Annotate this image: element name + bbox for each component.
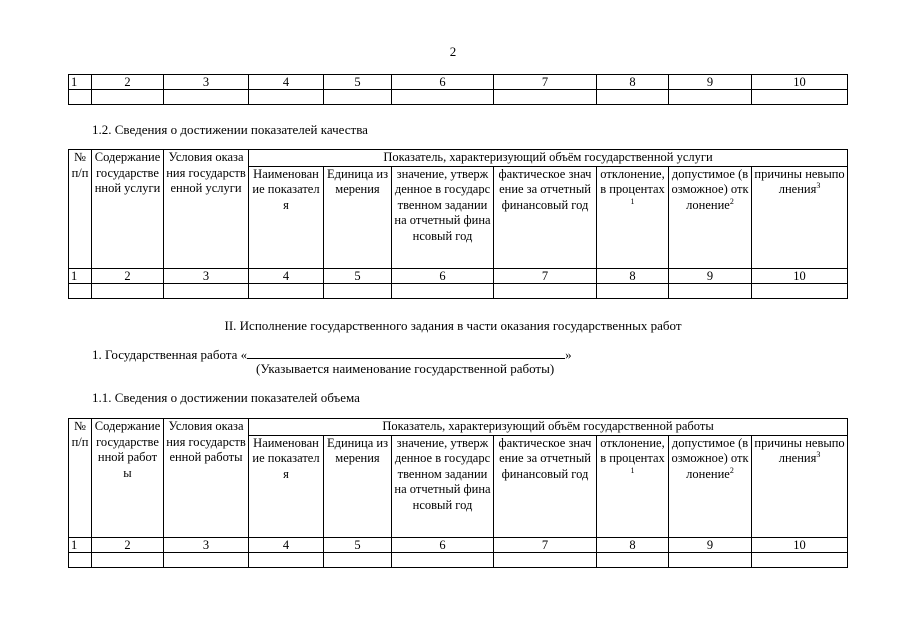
col-number: 7 xyxy=(494,537,597,552)
header-cell: фактическое значение за отчетный финансовый год xyxy=(494,435,597,537)
group-header: Показатель, характеризующий объём государственной работы xyxy=(249,419,848,436)
work-name-line: 1. Государственная работа « » xyxy=(92,347,572,362)
col-number: 9 xyxy=(669,268,752,283)
section-2-title: II. Исполнение государственного задания в части оказания государственных работ xyxy=(224,318,682,333)
col-number: 9 xyxy=(669,75,752,90)
footnote-mark: 1 xyxy=(630,196,635,206)
header-cell: Наименование показателя xyxy=(249,166,324,268)
footnote-mark: 2 xyxy=(729,196,734,206)
header-cell: отклонение, в процентах$^1$ xyxy=(597,435,669,537)
header-cell: значение, утвержденное в государственном задании на отчетный финансовый год xyxy=(392,435,494,537)
col-number: 3 xyxy=(164,537,249,552)
group-header: Показатель, характеризующий объём государственной услуги xyxy=(249,150,848,167)
section-1-1-title: 1.1. Сведения о достижении показателей объема xyxy=(92,390,360,405)
header-cell: № п/п xyxy=(69,419,92,538)
empty-row xyxy=(69,90,848,105)
volume-table xyxy=(68,418,848,568)
page-number: 2 xyxy=(449,44,457,59)
col-number: 1 xyxy=(69,75,92,90)
header-cell: Содержание государственной услуги xyxy=(92,150,164,269)
header-cell: Единица измерения xyxy=(324,166,392,268)
header-cell: Наименование показателя xyxy=(249,435,324,537)
col-number: 10 xyxy=(752,537,848,552)
column-number-row xyxy=(69,537,848,552)
header-cell: значение, утвержденное в государственном задании на отчетный финансовый год xyxy=(392,166,494,268)
col-number: 2 xyxy=(92,75,164,90)
col-number: 6 xyxy=(392,268,494,283)
header-cell: Единица измерения xyxy=(324,435,392,537)
header-cell: причины невыполнения$^3$ xyxy=(752,166,848,268)
col-number: 5 xyxy=(324,268,392,283)
footnote-mark: 3 xyxy=(816,181,821,191)
footnote-mark: 2 xyxy=(729,465,734,475)
col-number: 6 xyxy=(392,537,494,552)
section-1-2-title: 1.2. Сведения о достижении показателей качества xyxy=(92,122,368,137)
col-number: 2 xyxy=(92,537,164,552)
col-number: 8 xyxy=(597,268,669,283)
header-cell: допустимое (возможное) отклонение$^2$ xyxy=(669,166,752,268)
empty-row xyxy=(69,552,848,567)
col-number: 8 xyxy=(597,537,669,552)
header-cell: отклонение, в процентах$^1$ xyxy=(597,166,669,268)
table-continuation xyxy=(68,74,848,105)
col-number: 1 xyxy=(69,268,92,283)
col-number: 3 xyxy=(164,268,249,283)
col-number: 7 xyxy=(494,268,597,283)
header-cell: Содержание государственной работы xyxy=(92,419,164,538)
col-number: 9 xyxy=(669,537,752,552)
header-cell: фактическое значение за отчетный финансовый год xyxy=(494,166,597,268)
quality-table xyxy=(68,149,848,299)
col-number: 4 xyxy=(249,537,324,552)
footnote-mark: 3 xyxy=(816,450,821,460)
col-number: 1 xyxy=(69,537,92,552)
footnote-mark: 1 xyxy=(630,465,635,475)
work-name-hint: (Указывается наименование государственной работы) xyxy=(256,361,555,376)
col-number: 7 xyxy=(494,75,597,90)
header-cell: причины невыполнения$^3$ xyxy=(752,435,848,537)
col-number: 3 xyxy=(164,75,249,90)
header-cell: допустимое (возможное) отклонение$^2$ xyxy=(669,435,752,537)
empty-row xyxy=(69,283,848,298)
header-row xyxy=(69,150,848,167)
col-number: 4 xyxy=(249,75,324,90)
header-cell: Условия оказания государственной работы xyxy=(164,419,249,538)
col-number: 10 xyxy=(752,268,848,283)
col-number: 8 xyxy=(597,75,669,90)
column-number-row xyxy=(69,268,848,283)
header-row xyxy=(69,419,848,436)
col-number: 10 xyxy=(752,75,848,90)
col-number: 5 xyxy=(324,75,392,90)
header-cell: № п/п xyxy=(69,150,92,269)
col-number: 5 xyxy=(324,537,392,552)
col-number: 6 xyxy=(392,75,494,90)
column-number-row xyxy=(69,75,848,90)
col-number: 2 xyxy=(92,268,164,283)
work-name-blank xyxy=(247,346,565,359)
header-cell: Условия оказания государственной услуги xyxy=(164,150,249,269)
col-number: 4 xyxy=(249,268,324,283)
